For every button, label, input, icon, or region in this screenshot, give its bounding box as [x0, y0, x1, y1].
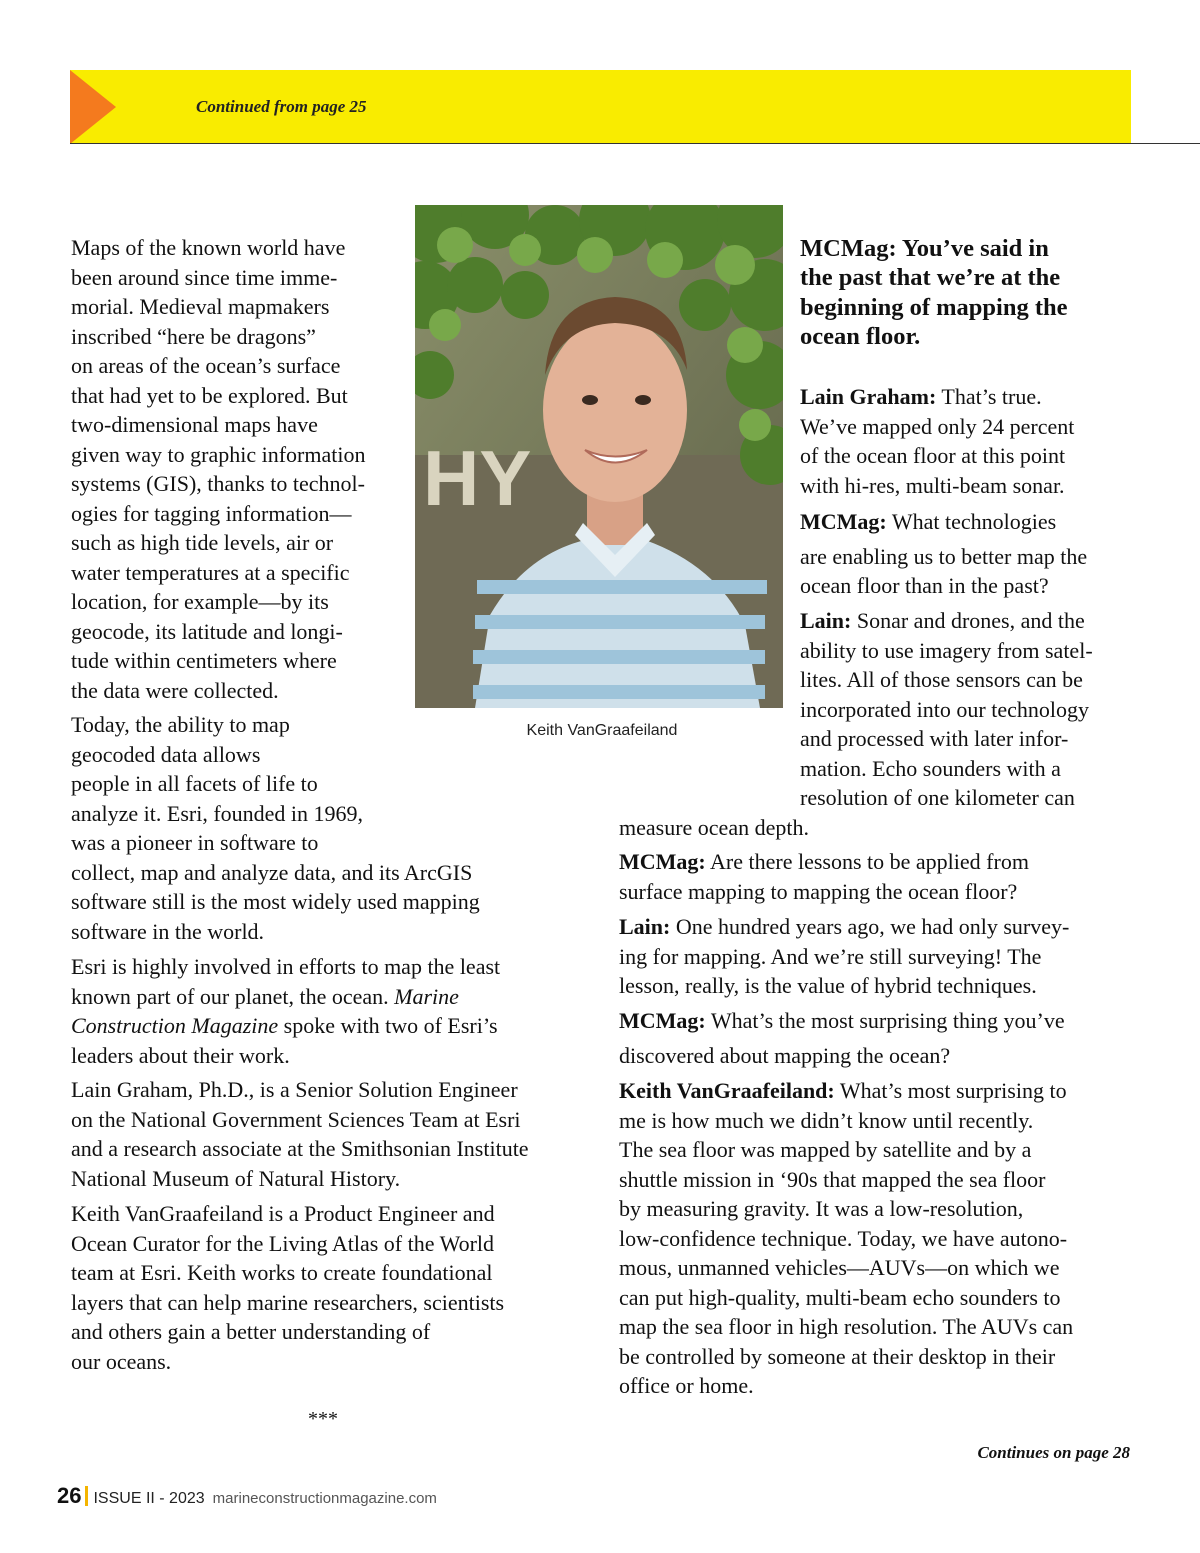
text-line — [800, 507, 1087, 537]
text-line: and a research associate at the Smithsonian Institute — [71, 1136, 529, 1161]
text-line: lites. All of those sensors can be — [800, 667, 1083, 692]
text-line: surface mapping to mapping the ocean floor? — [619, 878, 1018, 904]
text-run: What technologies — [886, 509, 1057, 534]
text-line: The sea floor was mapped by satellite and by a — [619, 1137, 1032, 1162]
question-2 — [800, 507, 1087, 601]
text-line: me is how much we didn’t know until recently. — [619, 1107, 1034, 1133]
text-line: measure ocean depth. — [619, 814, 809, 840]
text-line: mation. Echo sounders with a — [800, 755, 1061, 781]
text-run: Sonar and drones, and the — [851, 608, 1085, 633]
text-line: on the National Government Sciences Team at Esri — [71, 1106, 521, 1132]
text-line: collect, map and analyze data, and its ArcGIS — [71, 859, 473, 885]
text-run: Are there lessons to be applied from — [705, 849, 1029, 874]
text-line: was a pioneer in software to — [71, 830, 319, 855]
text-line: systems (GIS), thanks to technol- — [71, 471, 365, 496]
text-line: tude within centimeters where — [71, 648, 337, 673]
issue-label: ISSUE II - 2023 — [93, 1490, 205, 1507]
text-line: analyze it. Esri, founded in 1969, — [71, 800, 364, 826]
speaker-label: MCMag: — [619, 849, 706, 874]
text-line: ocean floor than in the past? — [800, 573, 1049, 598]
answer-3 — [619, 912, 1069, 1001]
question-4 — [619, 1006, 1065, 1070]
text-line: team at Esri. Keith works to create foundational — [71, 1260, 493, 1285]
text-run: That’s true. — [936, 384, 1042, 409]
heading-line: MCMag: You’ve said in — [800, 235, 1049, 262]
text-line: people in all facets of life to — [71, 771, 318, 796]
text-line: Lain Graham, Ph.D., is a Senior Solution Engineer — [71, 1077, 518, 1102]
text-line: such as high tide levels, air or — [71, 530, 334, 555]
footer-divider — [85, 1486, 88, 1506]
text-line: and processed with later infor- — [800, 726, 1069, 751]
text-line: Ocean Curator for the Living Atlas of the World — [71, 1230, 495, 1256]
speaker-label: MCMag: — [619, 1008, 706, 1033]
text-run: One hundred years ago, we had only survey- — [670, 914, 1070, 939]
text-line: on areas of the ocean’s surface — [71, 353, 341, 378]
text-line: layers that can help marine researchers, scientists — [71, 1289, 505, 1315]
text-line: by measuring gravity. It was a low-resolution, — [619, 1196, 1024, 1221]
text-line: our oceans. — [71, 1348, 172, 1374]
text-line: that had yet to be explored. But — [71, 382, 348, 408]
text-line: the data were collected. — [71, 677, 279, 703]
heading-line: the past that we’re at the — [800, 264, 1061, 292]
heading-line: beginning of mapping the — [800, 293, 1068, 321]
text-line — [71, 1011, 500, 1041]
answer-1 — [800, 382, 1074, 500]
text-line: are enabling us to better map the — [800, 543, 1088, 569]
esri-paragraph — [71, 710, 480, 946]
magazine-title: Construction Magazine — [71, 1013, 279, 1038]
text-line: We’ve mapped only 24 percent — [800, 413, 1075, 439]
text-line: discovered about mapping the ocean? — [619, 1042, 951, 1068]
section-separator: *** — [308, 1408, 338, 1430]
lain-bio-paragraph — [71, 1075, 529, 1193]
text-run: What’s most surprising to — [834, 1078, 1067, 1103]
text-line: ability to use imagery from satel- — [800, 637, 1093, 663]
text-line — [619, 1076, 1073, 1106]
text-line: two-dimensional maps have — [71, 412, 318, 437]
text-line: morial. Medieval mapmakers — [71, 294, 330, 319]
text-line — [71, 982, 500, 1012]
text-line — [800, 382, 1074, 412]
text-line: software in the world. — [71, 918, 265, 944]
text-line — [800, 606, 1093, 636]
text-line — [619, 847, 1029, 877]
text-line: and others gain a better understanding of — [71, 1319, 431, 1344]
text-line: be controlled by someone at their desktop in their — [619, 1343, 1056, 1369]
text-run: known part of our planet, the ocean. — [71, 983, 395, 1009]
text-line: inscribed “here be dragons” — [71, 323, 316, 349]
text-line — [619, 1006, 1065, 1036]
text-line: Maps of the known world have — [71, 235, 346, 260]
text-line: lesson, really, is the value of hybrid techniques. — [619, 973, 1037, 998]
text-run: spoke with two of Esri’s — [278, 1013, 498, 1038]
text-line: map the sea floor in high resolution. The AUVs can — [619, 1314, 1074, 1339]
text-line: given way to graphic information — [71, 441, 366, 467]
speaker-label: Lain: — [800, 608, 852, 633]
text-line: of the ocean floor at this point — [800, 443, 1066, 468]
answer-2 — [619, 606, 1093, 842]
speaker-label: MCMag: — [800, 509, 887, 534]
text-run: What’s the most surprising thing you’ve — [705, 1008, 1065, 1033]
speaker-label: Lain Graham: — [800, 384, 937, 409]
sign-letters: HY — [423, 434, 532, 522]
keith-bio-paragraph — [71, 1199, 504, 1376]
text-line: incorporated into our technology — [800, 696, 1089, 722]
question-heading — [800, 234, 1068, 351]
text-line: low-confidence technique. Today, we have autono- — [619, 1225, 1068, 1251]
text-line: shuttle mission in ‘90s that mapped the sea floor — [619, 1166, 1046, 1192]
page-footer — [57, 1483, 437, 1509]
text-line — [619, 912, 1069, 942]
question-3 — [619, 847, 1029, 906]
page-number: 26 — [57, 1483, 82, 1508]
text-line: resolution of one kilometer can — [800, 785, 1075, 810]
text-line: geocoded data allows — [71, 741, 261, 767]
text-line: location, for example—by its — [71, 589, 329, 614]
text-line: Keith VanGraafeiland is a Product Engineer and — [71, 1201, 495, 1226]
portrait-illustration — [415, 205, 783, 708]
text-line: mous, unmanned vehicles—AUVs—on which we — [619, 1255, 1060, 1280]
portrait-photo — [415, 205, 783, 708]
text-line: ogies for tagging information— — [71, 500, 352, 526]
ocean-paragraph — [71, 952, 500, 1070]
text-line: geocode, its latitude and longi- — [71, 618, 343, 644]
speaker-label: Lain: — [619, 914, 671, 939]
text-line: ing for mapping. And we’re still surveying! The — [619, 943, 1042, 969]
text-line: office or home. — [619, 1373, 754, 1398]
photo-caption: Keith VanGraafeiland — [526, 722, 678, 739]
text-line: Today, the ability to map — [71, 712, 290, 737]
text-line: leaders about their work. — [71, 1042, 290, 1068]
website-link[interactable]: marineconstructionmagazine.com — [212, 1490, 437, 1507]
text-line: with hi-res, multi-beam sonar. — [800, 472, 1065, 498]
text-line: can put high-quality, multi-beam echo sounders to — [619, 1284, 1061, 1310]
intro-paragraph — [71, 233, 365, 705]
heading-line: ocean floor. — [800, 322, 921, 350]
text-line: been around since time imme- — [71, 264, 338, 290]
continues-label: Continues on page 28 — [977, 1443, 1130, 1462]
banner-rule — [70, 143, 1200, 144]
banner-arrow-icon — [70, 70, 116, 144]
text-line: National Museum of Natural History. — [71, 1165, 401, 1191]
continued-from-label: Continued from page 25 — [196, 97, 367, 116]
speaker-label: Keith VanGraafeiland: — [619, 1078, 835, 1103]
text-line: water temperatures at a specific — [71, 559, 350, 585]
answer-4 — [619, 1076, 1073, 1401]
text-line: Esri is highly involved in efforts to map the least — [71, 954, 501, 979]
magazine-title: Marine — [394, 983, 459, 1009]
text-line: software still is the most widely used mapping — [71, 889, 480, 914]
